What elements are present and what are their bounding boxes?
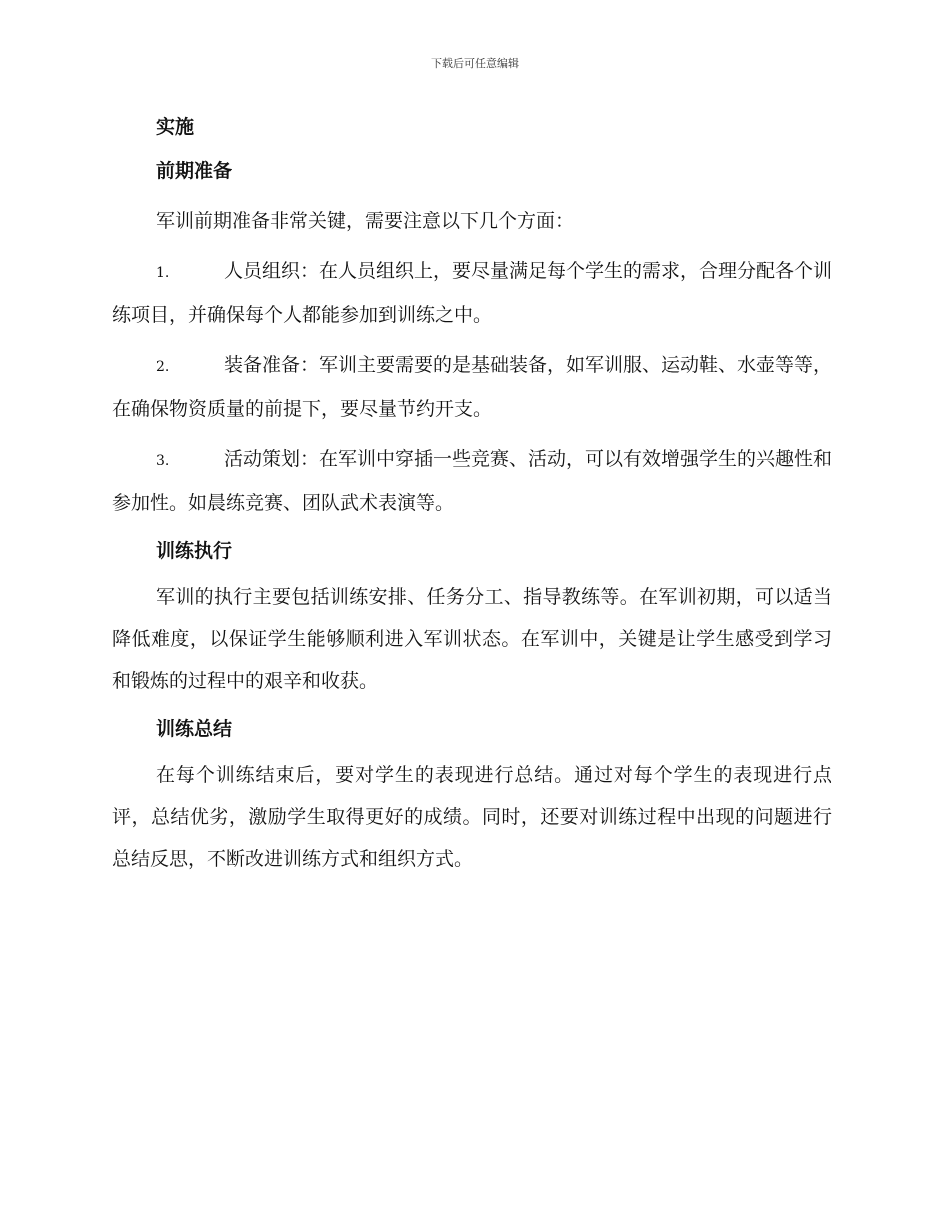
execution-paragraph: 军训的执行主要包括训练安排、任务分工、指导教练等。在军训初期，可以适当降低难度，以保证学生能够顺利进入军训状态。在军训中，关键是让学生感受到学习和锻炼的过程中的艰辛和收获。 — [112, 586, 832, 692]
list-number: 2. — [156, 359, 170, 375]
section-title-summary: 训练总结 — [156, 718, 233, 740]
list-number: 3. — [156, 453, 170, 469]
list-text: 活动策划：在军训中穿插一些竞赛、活动，可以有效增强学生的兴趣性和参加性。如晨练竞赛、团队武术表演等。 — [112, 448, 833, 514]
section-title-main: 实施 — [156, 116, 195, 138]
document-body — [112, 110, 832, 880]
list-item — [112, 344, 832, 430]
page-header: 下载后可任意编辑 — [431, 57, 519, 70]
section-title-prep: 前期准备 — [156, 160, 233, 182]
list-text: 人员组织：在人员组织上，要尽量满足每个学生的需求，合理分配各个训练项目，并确保每个人都能参加到训练之中。 — [112, 260, 833, 326]
list-item — [112, 250, 832, 336]
list-number: 1. — [156, 265, 170, 281]
prep-intro: 军训前期准备非常关键，需要注意以下几个方面： — [156, 210, 575, 232]
list-text: 装备准备：军训主要需要的是基础装备，如军训服、运动鞋、水壶等等，在确保物资质量的前提下，要尽量节约开支。 — [112, 354, 833, 420]
section-title-execution: 训练执行 — [156, 540, 233, 562]
summary-paragraph: 在每个训练结束后，要对学生的表现进行总结。通过对每个学生的表现进行点评，总结优劣，激励学生取得更好的成绩。同时，还要对训练过程中出现的问题进行总结反思，不断改进训练方式和组织方式。 — [112, 764, 832, 870]
list-item — [112, 438, 832, 524]
